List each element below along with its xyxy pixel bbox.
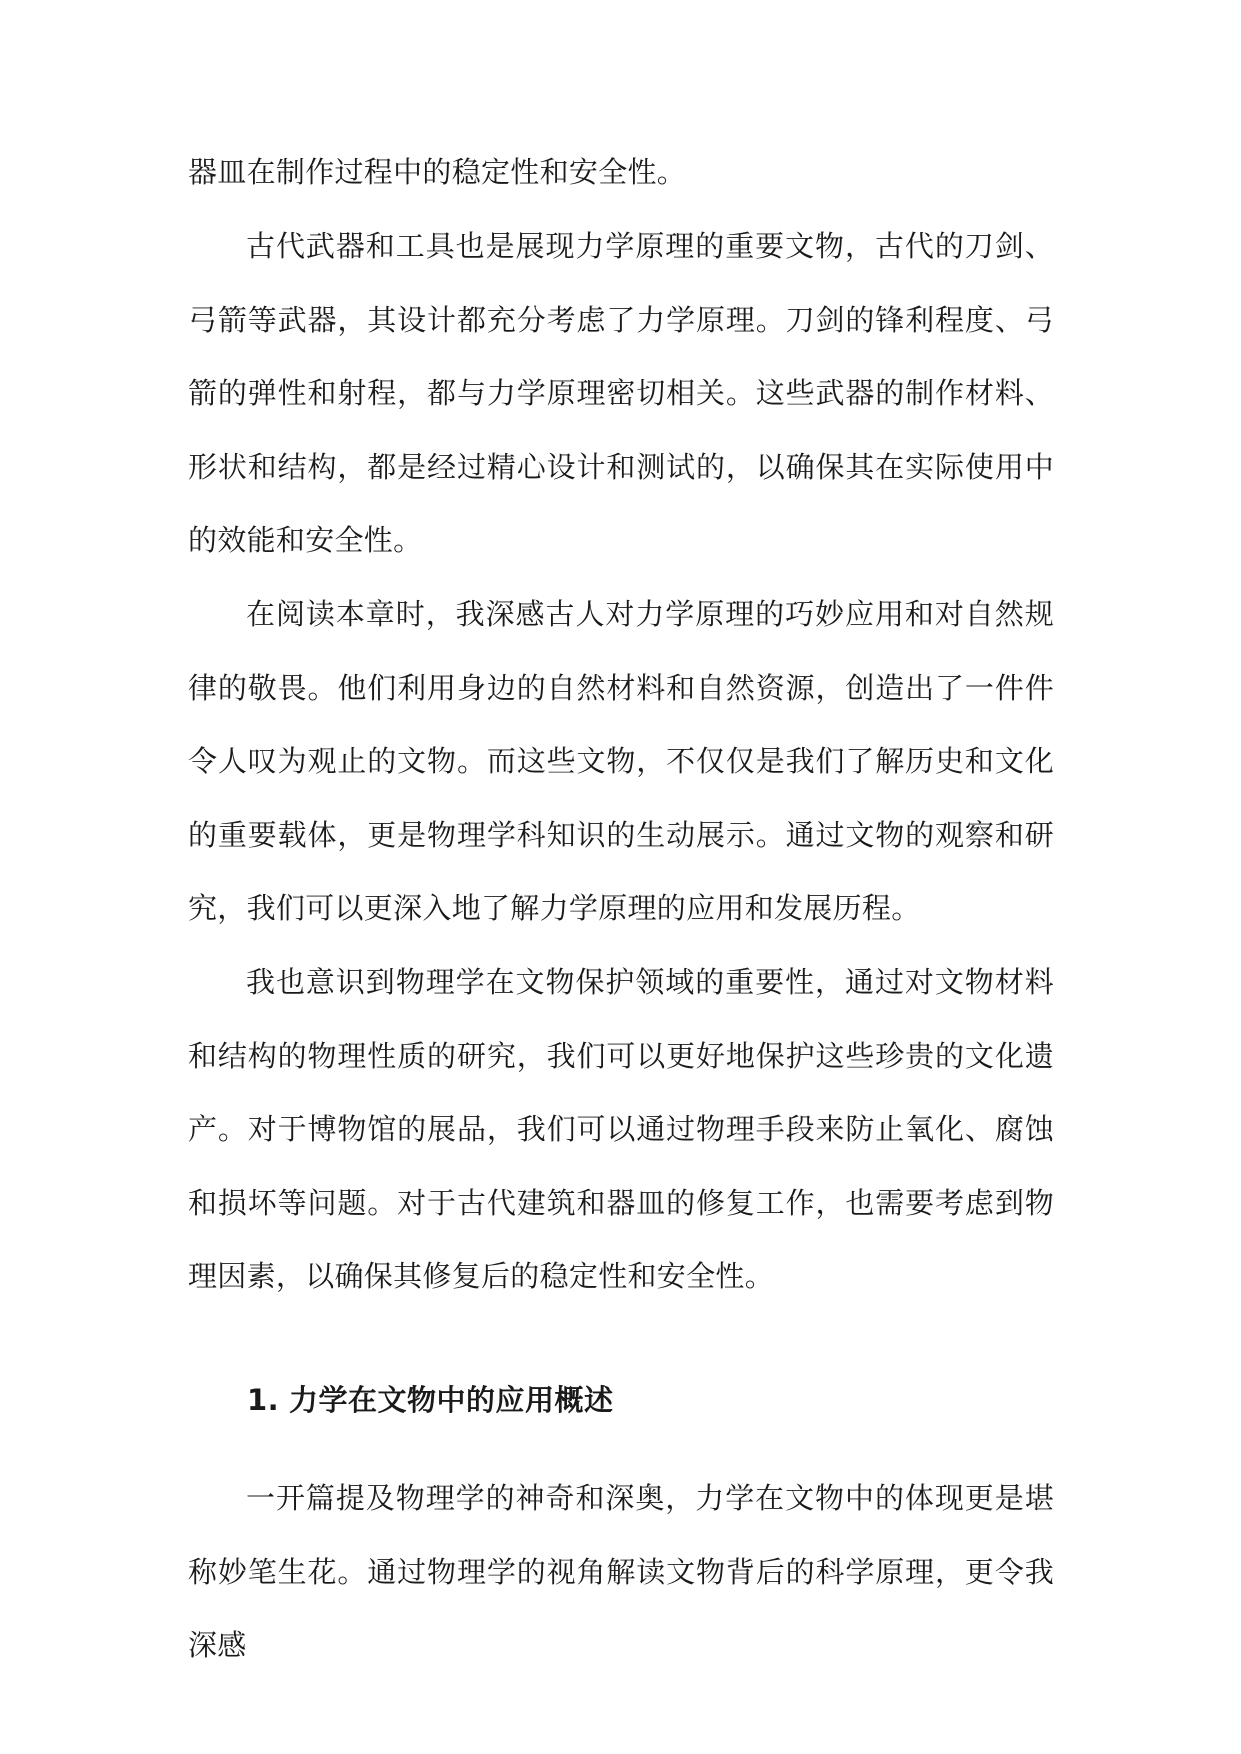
section-number: 1.: [247, 1383, 280, 1417]
section-title: 力学在文物中的应用概述: [289, 1383, 614, 1417]
paragraph-continuation: 器皿在制作过程中的稳定性和安全性。: [188, 155, 687, 189]
paragraph-section-intro: 一开篇提及物理学的神奇和深奥，力学在文物中的体现更是堪称妙笔生花。通过物理学的视角解读文物背后的科学原理，更令我深感: [188, 1481, 1054, 1663]
paragraph-ancient-weapons: 古代武器和工具也是展现力学原理的重要文物，古代的刀剑、弓箭等武器，其设计都充分考虑了力学原理。刀剑的锋利程度、弓箭的弹性和射程，都与力学原理密切相关。这些武器的制作材料、形状和结构，都是经过精心设计和测试的，以确保其在实际使用中的效能和安全性。: [188, 229, 1054, 558]
paragraph-reading-reflection: 在阅读本章时，我深感古人对力学原理的巧妙应用和对自然规律的敬畏。他们利用身边的自然材料和自然资源，创造出了一件件令人叹为观止的文物。而这些文物，不仅仅是我们了解历史和文化的重要载体，更是物理学科知识的生动展示。通过文物的观察和研究，我们可以更深入地了解力学原理的应用和发展历程。: [188, 597, 1054, 926]
section-heading: [247, 1380, 614, 1420]
paragraph-conservation: 我也意识到物理学在文物保护领域的重要性，通过对文物材料和结构的物理性质的研究，我们可以更好地保护这些珍贵的文化遗产。对于博物馆的展品，我们可以通过物理手段来防止氧化、腐蚀和损坏等问题。对于古代建筑和器皿的修复工作，也需要考虑到物理因素，以确保其修复后的稳定性和安全性。: [188, 965, 1054, 1294]
